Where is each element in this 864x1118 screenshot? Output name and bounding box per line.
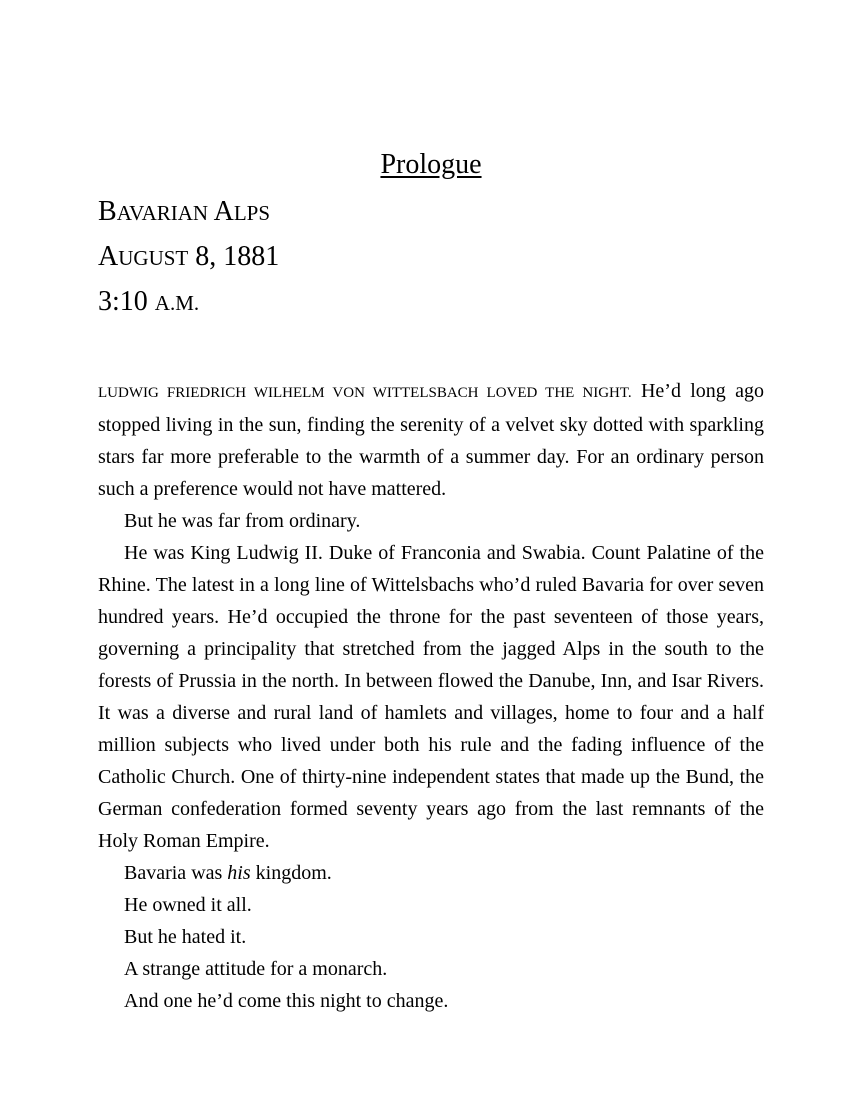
date-initial: A — [98, 241, 119, 272]
paragraph-8: And one he’d come this night to change. — [124, 990, 449, 1012]
paragraph-4 — [98, 857, 764, 889]
location-rest-1: AVARIAN — [116, 201, 209, 225]
chapter-body — [98, 375, 764, 1017]
paragraph-4-after: kingdom. — [250, 862, 332, 884]
paragraph-4-before: Bavaria was — [124, 862, 228, 884]
date-rest: UGUST — [118, 246, 189, 270]
chapter-title: Prologue — [380, 149, 482, 180]
location-initial-1: B — [98, 196, 117, 227]
location-rest-2: LPS — [233, 201, 270, 225]
location-initial-2: A — [213, 196, 234, 227]
time-number: 3:10 — [98, 286, 155, 317]
date-heading — [98, 235, 764, 280]
paragraph-5: He owned it all. — [124, 894, 252, 916]
time-suffix: A.M. — [154, 291, 200, 315]
paragraph-7: A strange attitude for a monarch. — [124, 958, 388, 980]
paragraph-1 — [98, 375, 764, 505]
location-heading — [98, 190, 764, 235]
time-heading — [98, 280, 764, 325]
paragraph-2: But he was far from ordinary. — [124, 510, 361, 532]
paragraph-6: But he hated it. — [124, 926, 247, 948]
date-tail: 8, 1881 — [188, 241, 280, 272]
paragraph-4-emphasis: his — [227, 862, 251, 884]
paragraph-3: He was King Ludwig II. Duke of Franconia and Swabia. Count Palatine of the Rhine. The latest in a long line of Wittelsbachs who’d ruled Bavaria for over seven hundred years. He’d occupied the throne for the past seventeen of those years, governing a principality that stretched from the jagged Alps in the south to the forests of Prussia in the north. In between flowed the Danube, Inn, and Isar Rivers. It was a diverse and rural land of hamlets and villages, home to four and a half million subjects who lived under both his rule and the fading influence of the Catholic Church. One of thirty-nine independent states that made up the Bund, the German confederation formed seventy years ago from the last remnants of the Holy Roman Empire. — [98, 542, 764, 852]
paragraph-1-caps: LUDWIG FRIEDRICH WILHELM VON WITTELSBACH LOVED THE NIGHT. — [98, 385, 632, 401]
paragraph-1-text: He’d long ago stopped living in the sun, finding the serenity of a velvet sky dotted with sparkling stars far more preferable to the warmth of a summer day. For an ordinary person such a preference would not have mattered. — [98, 380, 764, 500]
chapter-content — [98, 146, 764, 1017]
